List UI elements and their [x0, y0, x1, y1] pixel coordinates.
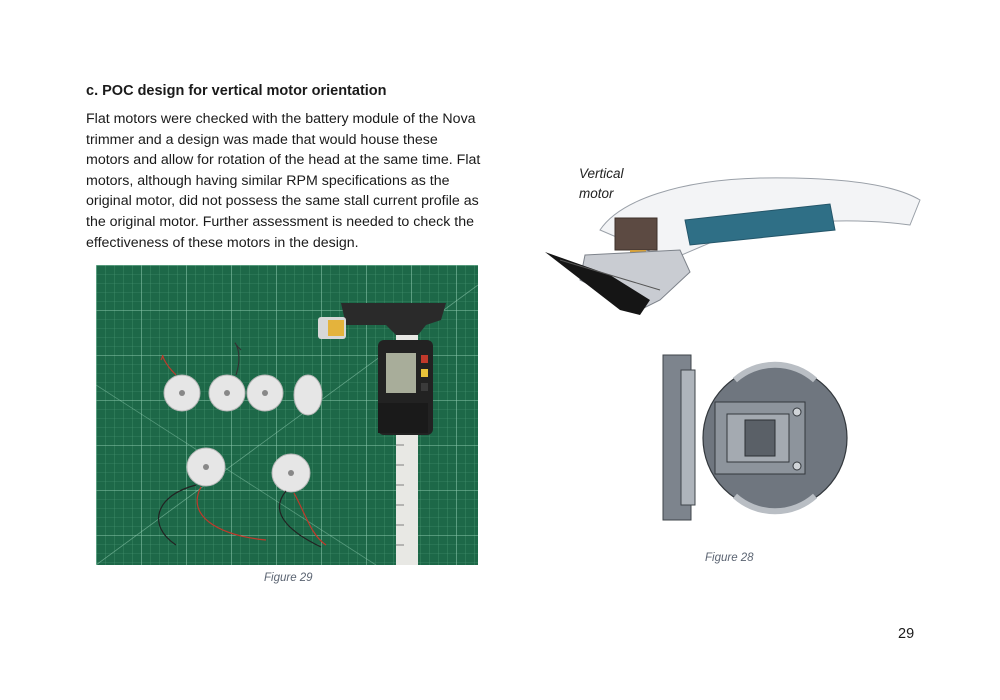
vertical-motor-label-line2: motor: [579, 186, 614, 201]
figure-29-caption: Figure 29: [264, 572, 313, 584]
small-motor: [318, 317, 346, 339]
section-heading: c. POC design for vertical motor orientation: [86, 83, 387, 99]
trimmer-head-render: [655, 350, 855, 525]
trimmer-side-render: [540, 160, 930, 320]
page-number: 29: [898, 626, 915, 642]
body-paragraph: Flat motors were checked with the battery module of the Nova trimmer and a design was made that would house these motors and allow for rotation of the head at the same time. Flat motors, although having similar RPM specifications as the original motor, did not possess the same stall current profile as the original motor. Further assessment is needed to check the effectiveness of these motors in the design.: [86, 111, 481, 251]
motors-photo: [96, 265, 478, 565]
vertical-motor-label-line1: Vertical: [579, 166, 624, 181]
figure-28-caption: Figure 28: [705, 552, 754, 564]
